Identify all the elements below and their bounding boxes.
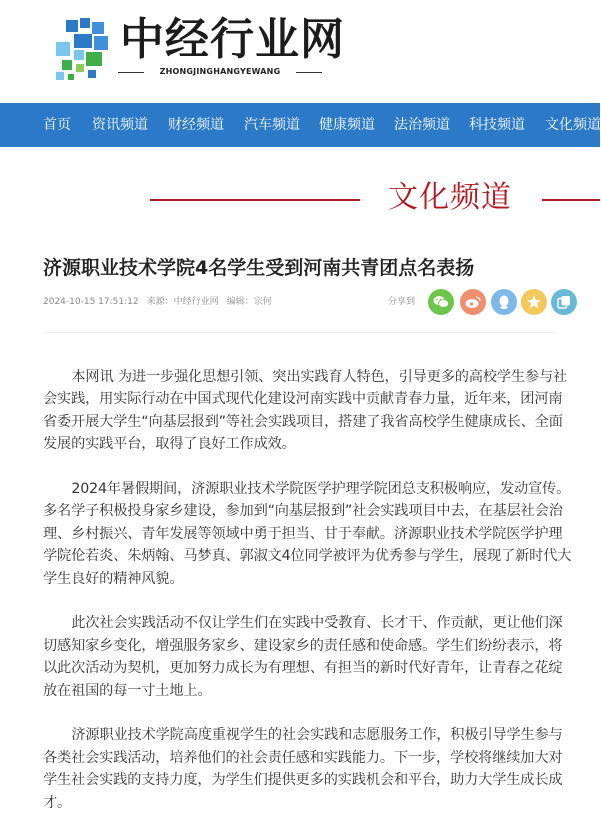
nav-item-culture[interactable]: 文化频道: [545, 117, 601, 133]
article-paragraph: 2024年暑假期间，济源职业技术学院医学护理学院团总支积极响应，发动宣传。多名学子积极投身家乡建设，参加到“向基层报到”社会实践项目中去，在基层社会治理、乡村振兴、青年发展等领域中勇于担当、甘于奉献。济源职业技术学院医学护理学院伦若炎、朱炳翰、马梦真、郭淑文4位同学被评为优秀参与学生，展现了新时代大学生良好的精神风貌。: [43, 481, 572, 587]
weibo-icon[interactable]: [460, 289, 486, 315]
article-title: 济源职业技术学院4名学生受到河南共青团点名表扬: [43, 257, 475, 279]
brand-subtitle: [118, 64, 322, 80]
article-paragraph: 此次社会实践活动不仅让学生们在实践中受教育、长才干、作贡献，更让他们深切感知家乡变化，增强服务家乡、建设家乡的责任感和使命感。学生们纷纷表示，将以此次活动为契机，更加努力成长为有理想、有担当的新时代好青年，让青春之花绽放在祖国的每一寸土地上。: [43, 615, 563, 699]
nav-item-tech[interactable]: 科技频道: [469, 117, 525, 133]
wechat-icon[interactable]: [428, 289, 454, 315]
nav-item-law[interactable]: 法治频道: [394, 117, 450, 133]
brand-subtitle-rule-left: [118, 72, 144, 73]
share-label: 分享到: [388, 297, 416, 307]
brand-name[interactable]: 中经行业网: [120, 14, 345, 65]
nav-item-health[interactable]: 健康频道: [319, 117, 375, 133]
channel-rule-right: [542, 199, 600, 201]
qq-icon[interactable]: [491, 289, 517, 315]
article-body: [43, 366, 575, 836]
article-meta: [43, 295, 280, 309]
article-source: 来源：中经行业网: [146, 297, 219, 307]
article-paragraph: 济源职业技术学院高度重视学生的社会实践和志愿服务工作，积极引导学生参与各类社会实践活动，培养他们的社会责任感和实践能力。下一步，学校将继续加大对学生社会实践的支持力度，为学生们提供更多的实践机会和平台，助力大学生成长成才。: [43, 727, 563, 811]
nav-item-auto[interactable]: 汽车频道: [244, 117, 300, 133]
article-editor: 编辑：宗何: [226, 297, 272, 307]
site-header: [0, 0, 600, 102]
qzone-icon[interactable]: [521, 289, 547, 315]
copy-icon[interactable]: [551, 289, 577, 315]
main-nav: [0, 103, 600, 147]
brand-subtitle-rule-right: [296, 72, 322, 73]
channel-rule-left: [150, 199, 360, 201]
article-divider: [43, 332, 557, 333]
article-paragraph: 本网讯 为进一步强化思想引领、突出实践育人特色，引导更多的高校学生参与社会实践，用实际行动在中国式现代化建设河南实践中贡献青春力量，近年来，团河南省委开展大学生“向基层报到”等社会实践项目，搭建了我省高校学生健康成长、全面发展的实践平台，取得了良好工作成效。: [43, 369, 568, 453]
nav-item-news[interactable]: 资讯频道: [92, 117, 148, 133]
nav-item-home[interactable]: 首页: [43, 117, 71, 133]
nav-item-finance[interactable]: 财经频道: [168, 117, 224, 133]
article-date: 2024-10-15 17:51:12: [43, 297, 139, 307]
brand-name-en: ZHONGJINGHANGYEWANG: [159, 67, 281, 76]
channel-title: 文化频道: [388, 180, 512, 215]
